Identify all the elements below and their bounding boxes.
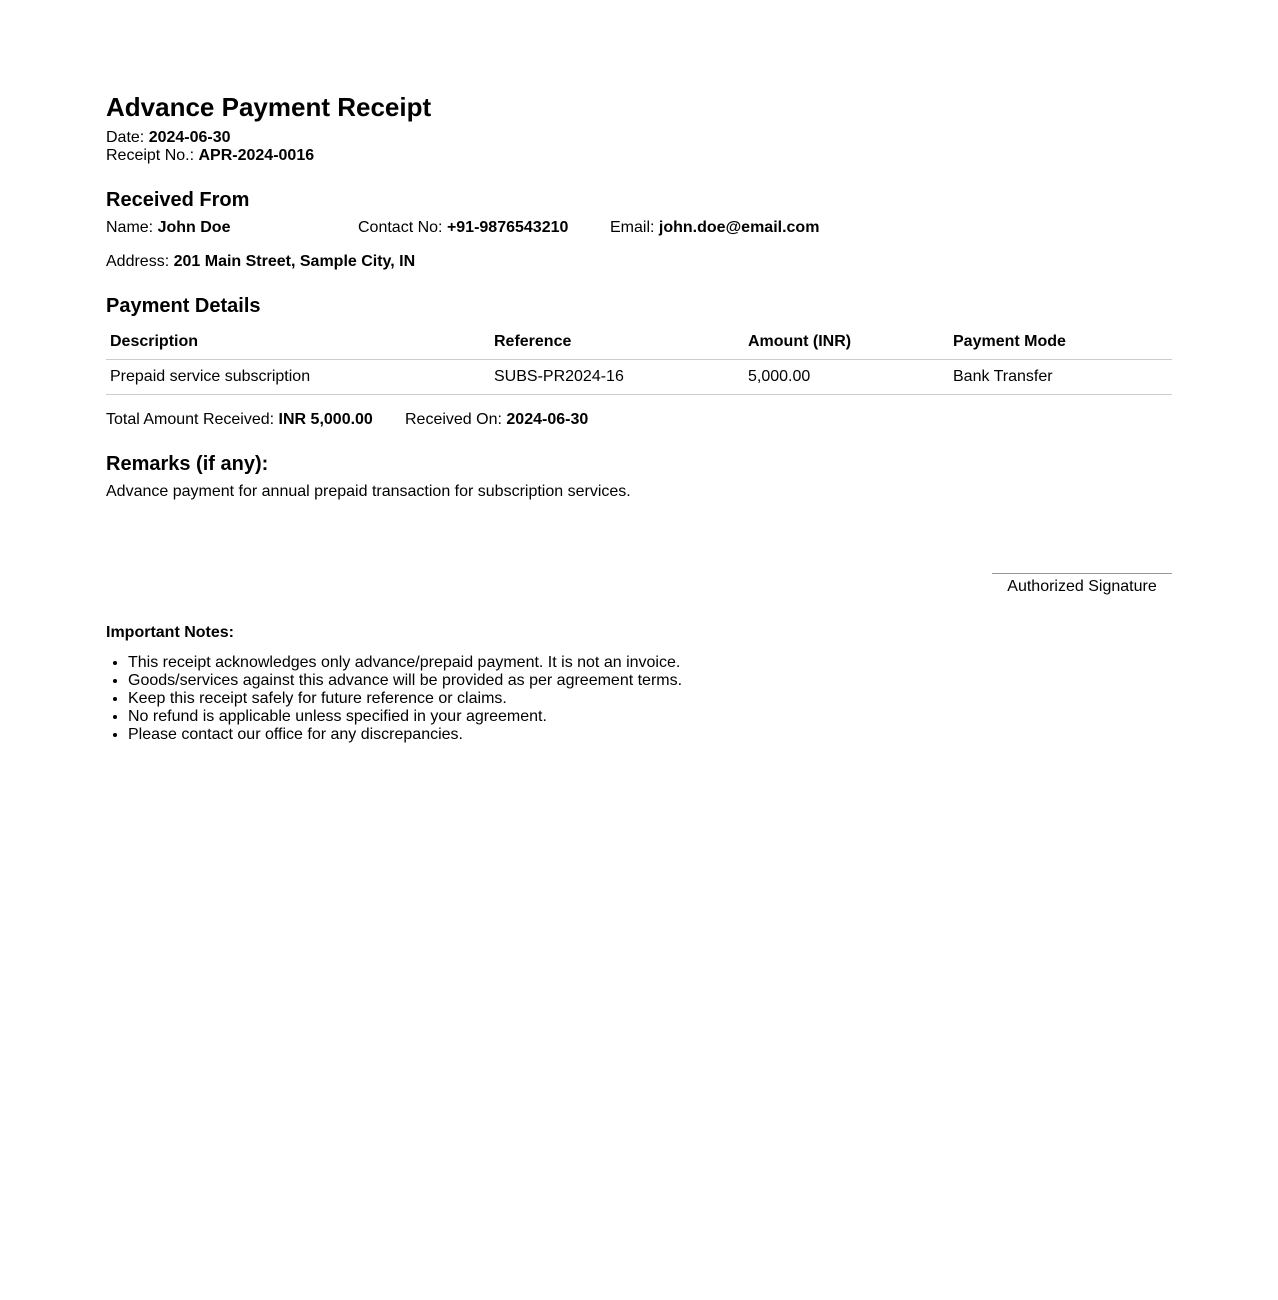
payer-address-value: 201 Main Street, Sample City, IN	[173, 253, 416, 270]
notes-heading: Important Notes:	[106, 624, 234, 641]
payer-contact-value: +91-9876543210	[446, 219, 569, 236]
column-header-amount: Amount (INR)	[744, 325, 949, 360]
payer-email-label: Email:	[610, 219, 655, 236]
column-header-payment-mode: Payment Mode	[949, 325, 1172, 360]
total-amount-label: Total Amount Received:	[106, 411, 275, 428]
column-header-description: Description	[106, 325, 490, 360]
received-on	[405, 410, 588, 430]
receipt-number	[106, 147, 314, 165]
received-from-heading: Received From	[106, 189, 250, 211]
receipt-title: Advance Payment Receipt	[106, 92, 432, 122]
cell-reference: SUBS-PR2024-16	[490, 360, 744, 395]
payment-details-heading: Payment Details	[106, 295, 261, 317]
cell-payment-mode: Bank Transfer	[949, 360, 1172, 395]
payer-name	[106, 218, 230, 238]
signature-line	[992, 573, 1172, 574]
payer-name-value: John Doe	[157, 219, 231, 236]
signature-label: Authorized Signature	[1007, 578, 1157, 595]
receipt-number-label: Receipt No.:	[106, 147, 195, 164]
table-header-row	[106, 325, 1172, 360]
cell-description: Prepaid service subscription	[106, 360, 490, 395]
remarks-text: Advance payment for annual prepaid transaction for subscription services.	[106, 483, 631, 500]
received-on-value: 2024-06-30	[506, 411, 589, 428]
remarks-heading: Remarks (if any):	[106, 453, 269, 475]
payer-contact-label: Contact No:	[358, 219, 443, 236]
table-row	[106, 360, 1172, 395]
list-item: • Please contact our office for any discrepancies.	[128, 726, 682, 744]
total-amount-value: INR 5,000.00	[278, 411, 373, 428]
date-value: 2024-06-30	[148, 129, 231, 146]
total-amount	[106, 410, 373, 430]
payer-contact	[358, 218, 568, 238]
payer-email-value: john.doe@email.com	[658, 219, 820, 236]
payment-details-table	[106, 325, 1172, 395]
cell-amount: 5,000.00	[744, 360, 949, 395]
column-header-reference: Reference	[490, 325, 744, 360]
payer-address	[106, 252, 415, 272]
notes-list	[106, 654, 682, 744]
list-item: • Goods/services against this advance will be provided as per agreement terms.	[128, 672, 682, 690]
receipt-number-value: APR-2024-0016	[198, 147, 315, 164]
received-on-label: Received On:	[405, 411, 502, 428]
list-item: • This receipt acknowledges only advance/prepaid payment. It is not an invoice.	[128, 654, 682, 672]
payer-name-label: Name:	[106, 219, 154, 236]
list-item: • Keep this receipt safely for future reference or claims.	[128, 690, 682, 708]
payer-address-label: Address:	[106, 253, 170, 270]
date-label: Date:	[106, 129, 145, 146]
list-item: • No refund is applicable unless specified in your agreement.	[128, 708, 682, 726]
payer-email	[610, 218, 819, 238]
receipt-date	[106, 129, 231, 147]
